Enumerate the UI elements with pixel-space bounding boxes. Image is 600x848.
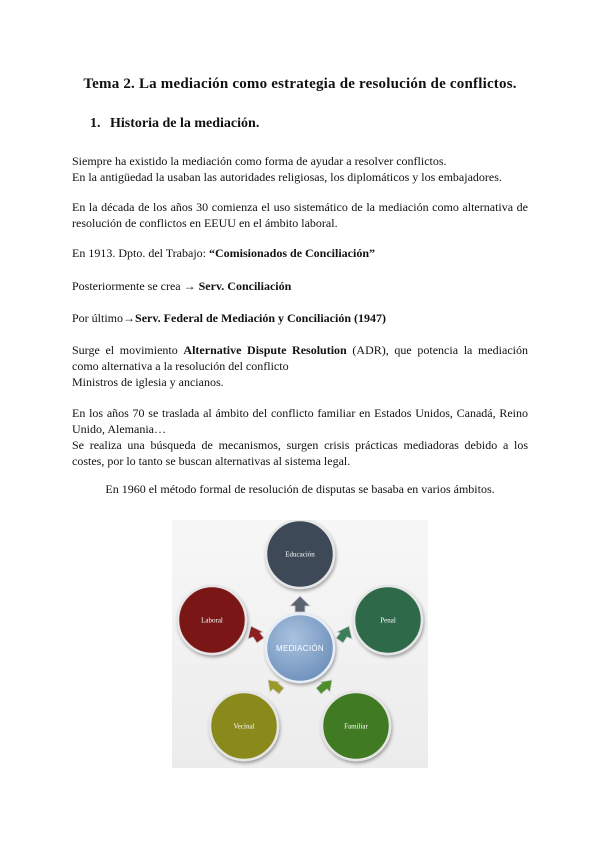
paragraph-line [72, 342, 528, 358]
paragraph-1960: En 1960 el método formal de resolución de disputas se basaba en varios ámbitos. [105, 482, 495, 496]
bold-term: Serv. Federal de Mediación y Conciliación (1947) [135, 311, 386, 325]
center-label: MEDIACIÓN [275, 644, 325, 653]
arrow-to-vecinal [268, 680, 284, 694]
paragraph-text: En 1913. Dpto. del Trabajo: [72, 246, 209, 260]
paragraph-line: costes, por lo tanto se buscan alternativas al sistema legal. [72, 454, 351, 468]
paragraph-1913 [72, 245, 528, 261]
paragraph-line: Siempre ha existido la mediación como forma de ayudar a resolver conflictos. [72, 154, 447, 168]
paragraph-history [72, 153, 528, 185]
paragraph-seventies [72, 405, 528, 469]
paragraph-line: Unido, Alemania… [72, 422, 166, 436]
diagram-node-label-3: Vecinal [233, 722, 255, 731]
paragraph-line: como alternativa a la resolución del conflicto [72, 359, 289, 373]
arrow-to-familiar [316, 680, 332, 694]
diagram-node-label-2: Familiar [344, 722, 368, 731]
document-title: Tema 2. La mediación como estrategia de resolución de conflictos. [83, 76, 517, 92]
bold-term: “Comisionados de Conciliación” [209, 246, 376, 260]
paragraph-text: (ADR), que potencia la mediación [346, 343, 528, 357]
paragraph-por-ultimo [72, 310, 528, 326]
paragraph-text: Surge el movimiento [72, 343, 184, 357]
arrow-to-educacion [290, 596, 310, 612]
paragraph-line: En los años 70 se traslada al ámbito del conflicto familiar en Estados Unidos, Canadá, Reino [72, 406, 528, 420]
bold-term: Serv. Conciliación [198, 279, 292, 293]
paragraph-text: Posteriormente se crea → [72, 279, 199, 293]
arrow-to-penal [336, 626, 352, 643]
diagram-node-label-0: Educación [285, 550, 315, 559]
section-title: Historia de la mediación. [110, 116, 260, 131]
section-heading [90, 116, 259, 132]
arrow-to-laboral [248, 626, 264, 643]
bold-term: Alternative Dispute Resolution [183, 343, 347, 357]
paragraph-line: En la década de los años 30 comienza el uso sistemático de la mediación como alternativa de [72, 200, 528, 214]
mediation-diagram [172, 520, 428, 768]
paragraph-line: Se realiza una búsqueda de mecanismos, surgen crisis prácticas mediadoras debido a los [72, 438, 528, 452]
diagram-node-label-4: Laboral [201, 616, 223, 625]
paragraph-text: Por último→ [72, 311, 136, 325]
paragraph-posteriormente [72, 278, 528, 294]
paragraph-adr [72, 342, 528, 390]
diagram-node-label-1: Penal [380, 616, 396, 625]
paragraph-thirties [72, 199, 528, 231]
mediation-diagram-svg [172, 520, 428, 768]
paragraph-line: resolución de conflictos en EEUU en el ámbito laboral. [72, 216, 338, 230]
paragraph-line: En la antigüedad la usaban las autoridades religiosas, los diplomáticos y los embajadores. [72, 170, 502, 184]
paragraph-line: Ministros de iglesia y ancianos. [72, 375, 224, 389]
section-number: 1. [90, 116, 101, 131]
